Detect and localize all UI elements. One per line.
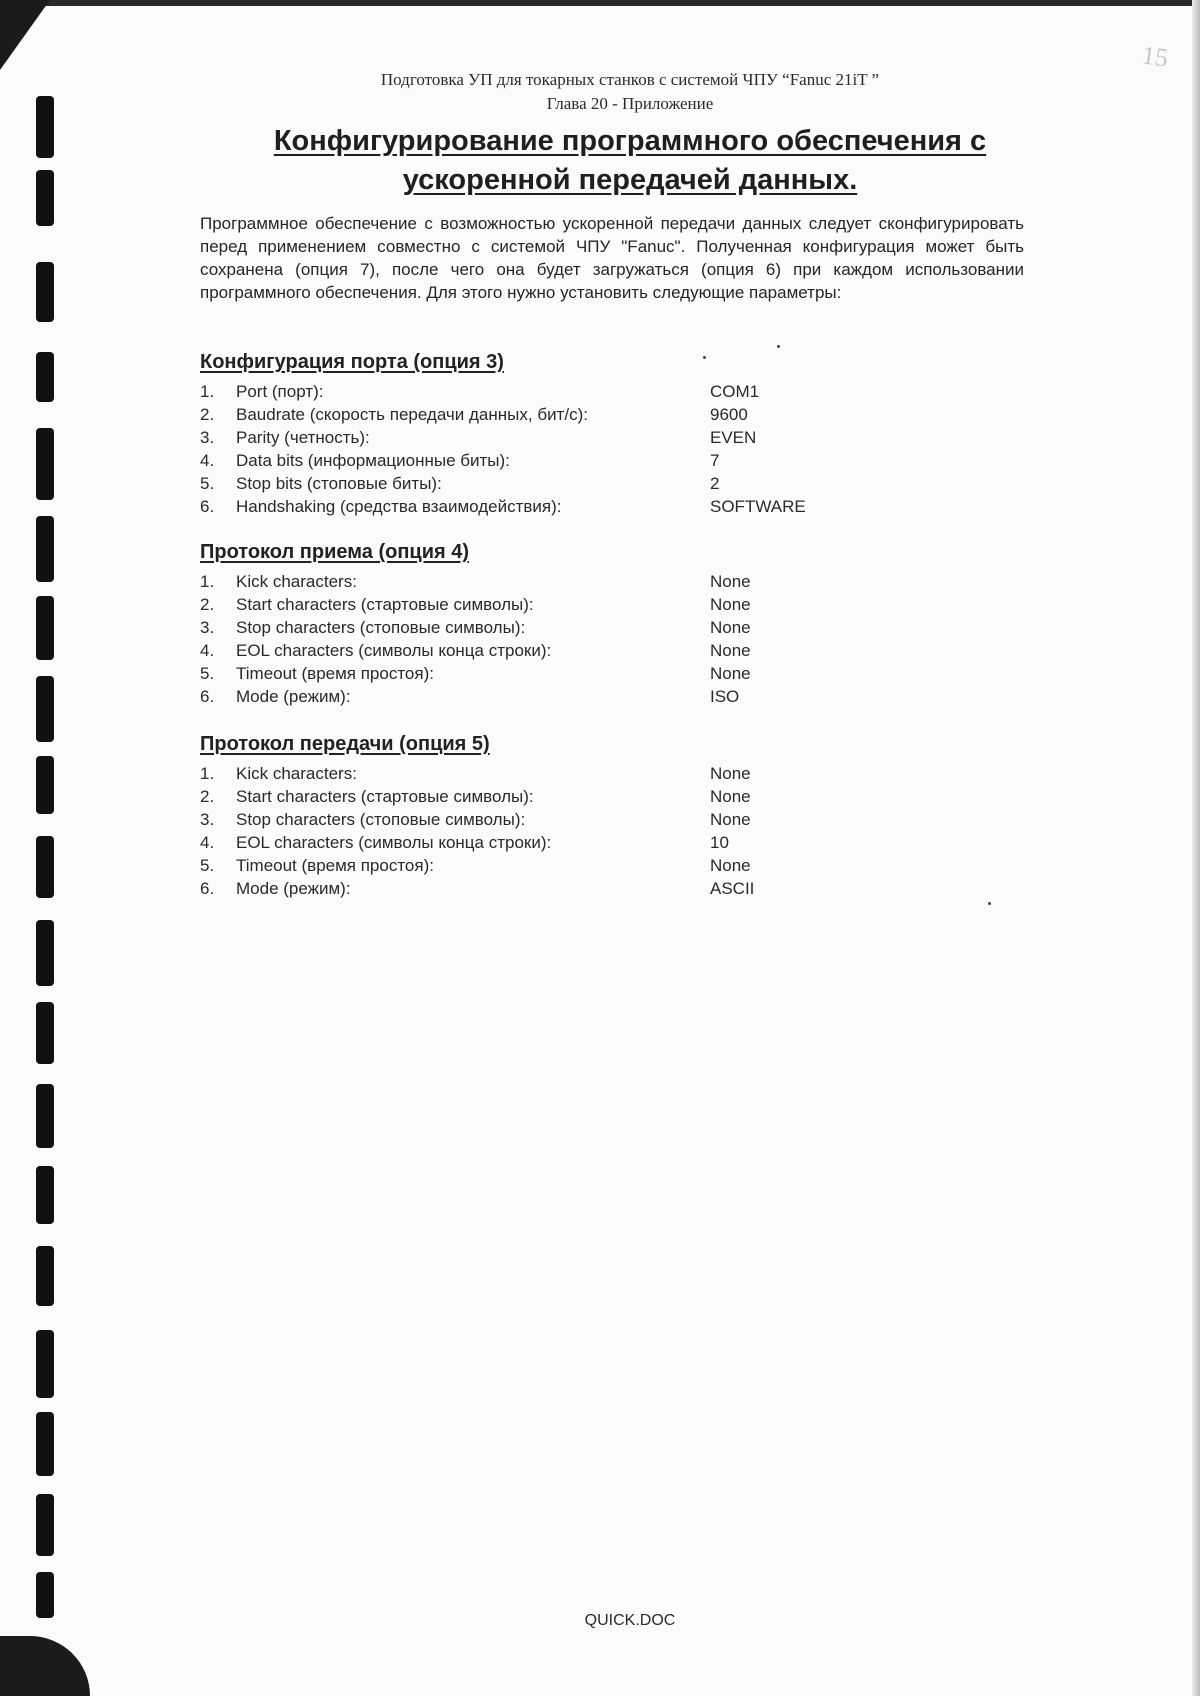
binding-hole bbox=[36, 352, 54, 402]
item-value: None bbox=[710, 595, 751, 614]
scan-speck bbox=[988, 902, 991, 905]
handwritten-page-number: 15 bbox=[1140, 40, 1170, 73]
item-label: Mode (режим): bbox=[236, 687, 351, 706]
footer-filename: QUICK.DOC bbox=[584, 1612, 676, 1629]
binding-hole bbox=[36, 96, 54, 158]
item-number: 1. bbox=[200, 572, 215, 591]
item-value: None bbox=[710, 810, 751, 829]
item-value: None bbox=[710, 664, 751, 683]
item-number: 3. bbox=[200, 618, 215, 637]
section-heading: Протокол передачи (опция 5) bbox=[200, 733, 490, 755]
binding-hole bbox=[36, 1572, 54, 1618]
binding-hole bbox=[36, 1002, 54, 1064]
scan-edge-right bbox=[1192, 0, 1200, 1696]
binding-hole bbox=[36, 1084, 54, 1148]
item-number: 3. bbox=[200, 810, 215, 829]
section-transmit-protocol bbox=[200, 732, 960, 900]
item-value: ISO bbox=[710, 687, 740, 706]
item-number: 6. bbox=[200, 879, 215, 898]
list-item bbox=[200, 785, 960, 808]
list-item bbox=[200, 877, 960, 900]
scan-speck bbox=[703, 356, 706, 359]
binding-hole bbox=[36, 1330, 54, 1398]
item-number: 5. bbox=[200, 856, 215, 875]
item-number: 6. bbox=[200, 497, 215, 516]
section-heading: Протокол приема (опция 4) bbox=[200, 541, 470, 563]
binding-holes bbox=[0, 0, 70, 1696]
item-label: Timeout (время простоя): bbox=[236, 856, 434, 875]
item-label: EOL characters (символы конца строки): bbox=[236, 641, 552, 660]
item-number: 4. bbox=[200, 641, 215, 660]
item-value: 10 bbox=[710, 833, 729, 852]
item-label: Baudrate (скорость передачи данных, бит/с): bbox=[236, 405, 588, 424]
list-item bbox=[200, 426, 960, 449]
item-value: None bbox=[710, 572, 751, 591]
item-label: Start characters (стартовые символы): bbox=[236, 787, 534, 806]
item-number: 4. bbox=[200, 451, 215, 470]
item-label: Kick characters: bbox=[236, 572, 357, 591]
item-number: 4. bbox=[200, 833, 215, 852]
item-number: 2. bbox=[200, 405, 215, 424]
list-item bbox=[200, 854, 960, 877]
list-item bbox=[200, 616, 960, 639]
binding-hole bbox=[36, 836, 54, 898]
item-value: 2 bbox=[710, 474, 720, 493]
header-line-2: Глава 20 - Приложение bbox=[546, 94, 714, 113]
item-value: None bbox=[710, 618, 751, 637]
item-number: 1. bbox=[200, 382, 215, 401]
list-item bbox=[200, 472, 960, 495]
item-number: 2. bbox=[200, 595, 215, 614]
item-value: None bbox=[710, 856, 751, 875]
item-value: 7 bbox=[710, 451, 720, 470]
item-number: 6. bbox=[200, 687, 215, 706]
list-item bbox=[200, 685, 960, 708]
item-label: Parity (четность): bbox=[236, 428, 370, 447]
binding-hole bbox=[36, 1494, 54, 1556]
item-value: None bbox=[710, 641, 751, 660]
item-label: Data bits (информационные биты): bbox=[236, 451, 510, 470]
running-header bbox=[200, 68, 1060, 116]
item-label: Kick characters: bbox=[236, 764, 357, 783]
list-item bbox=[200, 403, 960, 426]
item-value: ASCII bbox=[710, 879, 755, 898]
item-label: Mode (режим): bbox=[236, 879, 351, 898]
item-number: 5. bbox=[200, 664, 215, 683]
binding-hole bbox=[36, 170, 54, 226]
item-label: Stop bits (стоповые биты): bbox=[236, 474, 442, 493]
list-item bbox=[200, 593, 960, 616]
binding-hole bbox=[36, 920, 54, 986]
page-title: Конфигурирование программного обеспечения с ускоренной передачей данных. bbox=[273, 125, 987, 196]
scan-speck bbox=[777, 345, 780, 348]
section-heading: Конфигурация порта (опция 3) bbox=[200, 351, 504, 373]
binding-hole bbox=[36, 676, 54, 742]
item-label: Handshaking (средства взаимодействия): bbox=[236, 497, 562, 516]
binding-hole bbox=[36, 1166, 54, 1224]
list-item bbox=[200, 662, 960, 685]
binding-hole bbox=[36, 596, 54, 660]
item-number: 2. bbox=[200, 787, 215, 806]
list-item bbox=[200, 380, 960, 403]
binding-hole bbox=[36, 756, 54, 814]
header-line-1: Подготовка УП для токарных станков с системой ЧПУ “Fanuc 21iT ” bbox=[380, 70, 880, 89]
item-label: Stop characters (стоповые символы): bbox=[236, 618, 526, 637]
list-item bbox=[200, 570, 960, 593]
binding-hole bbox=[36, 516, 54, 582]
binding-hole bbox=[36, 1412, 54, 1476]
item-label: EOL characters (символы конца строки): bbox=[236, 833, 552, 852]
item-number: 3. bbox=[200, 428, 215, 447]
list-item bbox=[200, 495, 960, 518]
list-item bbox=[200, 449, 960, 472]
item-label: Stop characters (стоповые символы): bbox=[236, 810, 526, 829]
list-item bbox=[200, 639, 960, 662]
list-item bbox=[200, 808, 960, 831]
item-label: Start characters (стартовые символы): bbox=[236, 595, 534, 614]
intro-paragraph: Программное обеспечение с возможностью ускоренной передачи данных следует сконфигурировать перед применением совместно с системой ЧПУ "Fanuc". Полученная конфигурация может быть сохранена (опция 7), после чего она будет загружаться (опция 6) при каждом использовании программного обеспечения. Для этого нужно установить следующие параметры: bbox=[200, 214, 1024, 302]
item-number: 1. bbox=[200, 764, 215, 783]
item-value: SOFTWARE bbox=[710, 497, 806, 516]
item-value: EVEN bbox=[710, 428, 757, 447]
item-value: 9600 bbox=[710, 405, 748, 424]
list-item bbox=[200, 762, 960, 785]
item-label: Timeout (время простоя): bbox=[236, 664, 434, 683]
binding-hole bbox=[36, 262, 54, 322]
section-port-config bbox=[200, 350, 960, 518]
binding-hole bbox=[36, 1246, 54, 1306]
item-value: COM1 bbox=[710, 382, 760, 401]
binding-hole bbox=[36, 428, 54, 500]
item-value: None bbox=[710, 764, 751, 783]
list-item bbox=[200, 831, 960, 854]
scan-edge-top bbox=[0, 0, 1200, 6]
section-receive-protocol bbox=[200, 540, 960, 708]
item-value: None bbox=[710, 787, 751, 806]
item-number: 5. bbox=[200, 474, 215, 493]
item-label: Port (порт): bbox=[236, 382, 324, 401]
